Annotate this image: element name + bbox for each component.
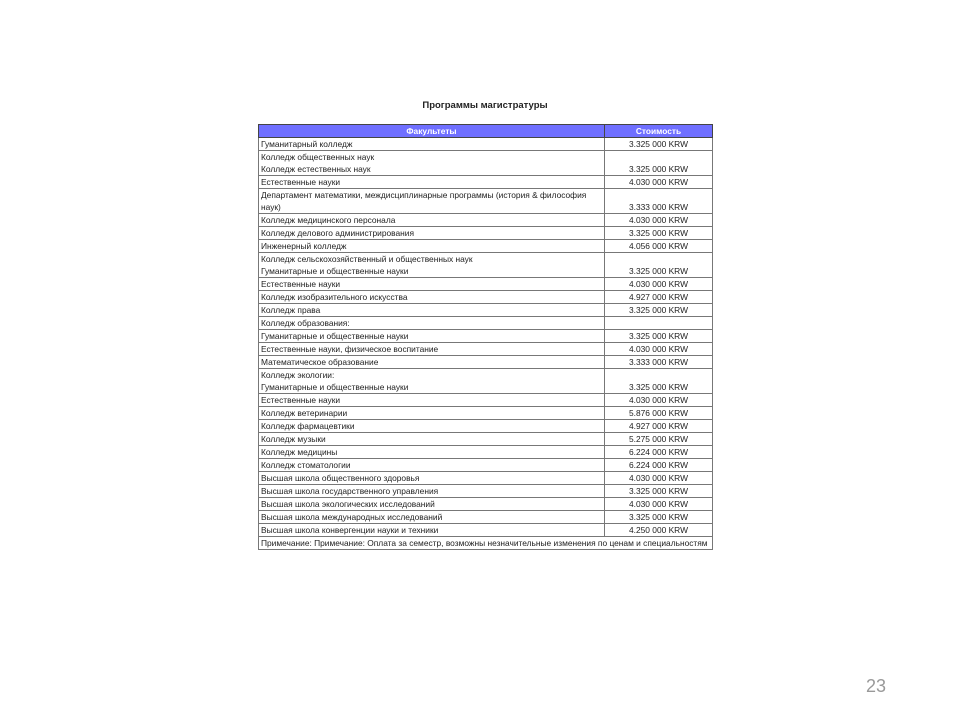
faculty-cell: Колледж общественных наук Колледж естественных наук	[259, 151, 605, 176]
faculty-cell: Инженерный колледж	[259, 240, 605, 253]
page-number: 23	[865, 676, 886, 696]
price-cell: 3.325 000 KRW	[605, 485, 713, 498]
faculty-cell: Высшая школа государственного управления	[259, 485, 605, 498]
faculty-cell: Естественные науки	[259, 278, 605, 291]
table-row	[259, 356, 713, 369]
table-row	[259, 151, 713, 176]
price-cell: 3.325 000 KRW	[605, 227, 713, 240]
table-row	[259, 369, 713, 394]
price-cell: 4.927 000 KRW	[605, 291, 713, 304]
table-row	[259, 407, 713, 420]
faculty-cell: Высшая школа общественного здоровья	[259, 472, 605, 485]
table-row	[259, 524, 713, 537]
price-cell	[605, 317, 713, 330]
faculty-cell: Гуманитарный колледж	[259, 138, 605, 151]
faculty-cell: Колледж делового администрирования	[259, 227, 605, 240]
faculty-cell: Естественные науки	[259, 176, 605, 189]
slide-title: Программы магистратуры	[422, 100, 548, 111]
table-row	[259, 138, 713, 151]
price-cell: 3.333 000 KRW	[605, 356, 713, 369]
price-cell: 3.325 000 KRW	[605, 511, 713, 524]
table-row	[259, 420, 713, 433]
price-cell: 6.224 000 KRW	[605, 459, 713, 472]
faculty-cell: Высшая школа международных исследований	[259, 511, 605, 524]
faculty-cell: Колледж медицины	[259, 446, 605, 459]
table-row	[259, 304, 713, 317]
faculty-cell: Колледж медицинского персонала	[259, 214, 605, 227]
table-row	[259, 214, 713, 227]
faculty-cell: Колледж ветеринарии	[259, 407, 605, 420]
price-cell: 3.325 000 KRW	[605, 151, 713, 176]
note-row	[259, 537, 713, 550]
faculty-cell: Департамент математики, междисциплинарные программы (история & философия наук)	[259, 189, 605, 214]
table-row	[259, 253, 713, 278]
table-row	[259, 394, 713, 407]
faculty-cell: Колледж музыки	[259, 433, 605, 446]
table-row	[259, 330, 713, 343]
table-row	[259, 176, 713, 189]
table-row	[259, 227, 713, 240]
table-row	[259, 433, 713, 446]
price-cell: 3.333 000 KRW	[605, 189, 713, 214]
faculty-cell: Высшая школа экологических исследований	[259, 498, 605, 511]
table-row	[259, 240, 713, 253]
faculty-cell: Естественные науки	[259, 394, 605, 407]
faculty-cell: Колледж образования:	[259, 317, 605, 330]
price-cell: 6.224 000 KRW	[605, 446, 713, 459]
price-cell: 4.030 000 KRW	[605, 214, 713, 227]
price-cell: 4.927 000 KRW	[605, 420, 713, 433]
header-price: Стоимость	[605, 125, 713, 138]
header-faculties: Факультеты	[259, 125, 605, 138]
price-cell: 4.250 000 KRW	[605, 524, 713, 537]
faculty-cell: Колледж изобразительного искусства	[259, 291, 605, 304]
price-cell: 4.056 000 KRW	[605, 240, 713, 253]
header-row	[259, 125, 713, 138]
faculty-cell: Математическое образование	[259, 356, 605, 369]
table-row	[259, 189, 713, 214]
faculty-cell: Колледж фармацевтики	[259, 420, 605, 433]
price-cell: 4.030 000 KRW	[605, 394, 713, 407]
price-cell: 3.325 000 KRW	[605, 330, 713, 343]
price-cell: 5.275 000 KRW	[605, 433, 713, 446]
price-cell: 3.325 000 KRW	[605, 304, 713, 317]
table-row	[259, 446, 713, 459]
table-row	[259, 291, 713, 304]
tuition-table	[258, 124, 713, 550]
faculty-cell: Колледж сельскохозяйственный и общественных наук Гуманитарные и общественные науки	[259, 253, 605, 278]
table-row	[259, 317, 713, 330]
table-row	[259, 472, 713, 485]
table-header	[259, 125, 713, 138]
table-row	[259, 511, 713, 524]
faculty-cell: Колледж экологии: Гуманитарные и общественные науки	[259, 369, 605, 394]
price-cell: 4.030 000 KRW	[605, 472, 713, 485]
faculty-cell: Естественные науки, физическое воспитание	[259, 343, 605, 356]
table-row	[259, 343, 713, 356]
faculty-cell: Колледж стоматологии	[259, 459, 605, 472]
table-row	[259, 278, 713, 291]
price-cell: 3.325 000 KRW	[605, 253, 713, 278]
price-cell: 3.325 000 KRW	[605, 138, 713, 151]
faculty-cell: Высшая школа конвергенции науки и техники	[259, 524, 605, 537]
price-cell: 5.876 000 KRW	[605, 407, 713, 420]
table-row	[259, 459, 713, 472]
table-note: Примечание: Примечание: Оплата за семестр, возможны незначительные изменения по ценам и специальностям	[259, 537, 713, 550]
price-cell: 4.030 000 KRW	[605, 278, 713, 291]
table-row	[259, 498, 713, 511]
table-row	[259, 485, 713, 498]
price-cell: 3.325 000 KRW	[605, 369, 713, 394]
faculty-cell: Колледж права	[259, 304, 605, 317]
price-cell: 4.030 000 KRW	[605, 498, 713, 511]
price-cell: 4.030 000 KRW	[605, 343, 713, 356]
table-body	[259, 138, 713, 550]
faculty-cell: Гуманитарные и общественные науки	[259, 330, 605, 343]
price-cell: 4.030 000 KRW	[605, 176, 713, 189]
